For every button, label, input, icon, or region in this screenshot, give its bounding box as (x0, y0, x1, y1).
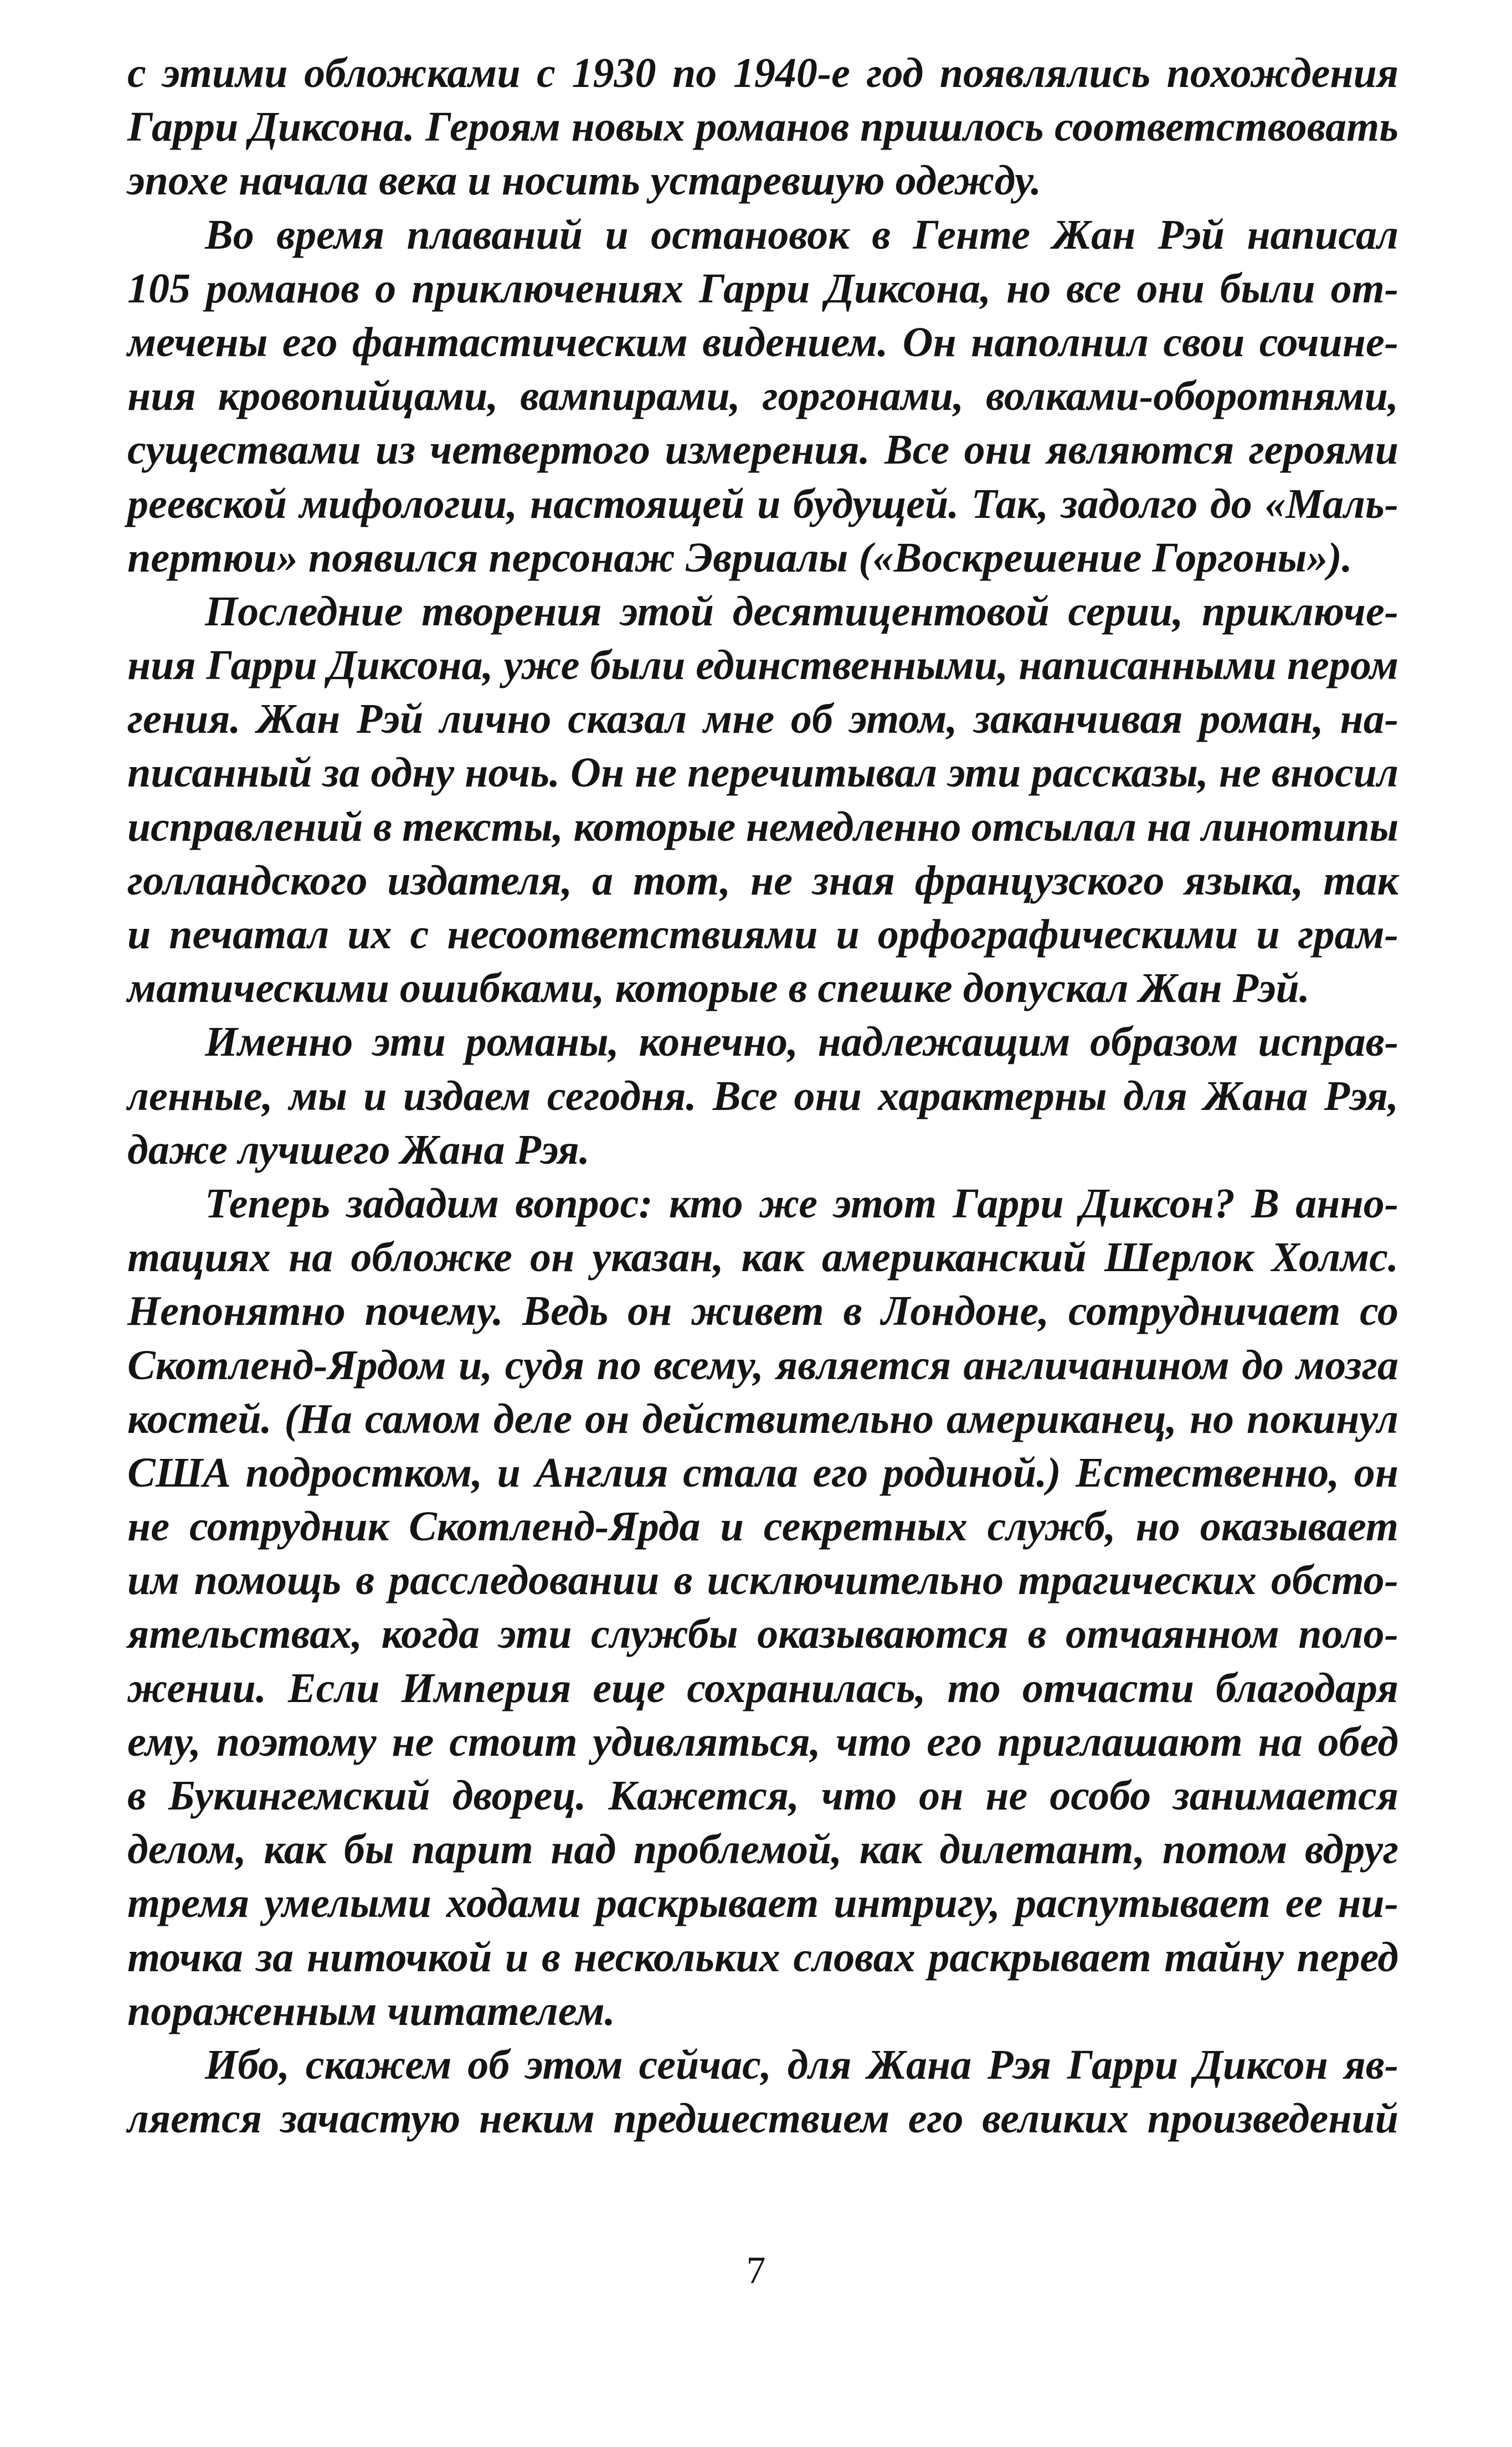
text-line: Теперь зададим вопрос: кто же этот Гарри Диксон? В анно- (205, 1180, 1398, 1227)
text-line: Гарри Диксона. Героям новых романов пришлось соответствовать (127, 104, 1398, 151)
page-number: 7 (746, 2249, 766, 2292)
text-line: ему, поэтому не стоит удивляться, что его приглашают на обед (127, 1718, 1398, 1765)
text-line: мечены его фантастическим видением. Он наполнил свои сочине- (127, 318, 1398, 366)
text-line: ленные, мы и издаем сегодня. Все они характерны для Жана Рэя, (127, 1072, 1398, 1119)
text-line: и печатал их с несоответствиями и орфографическими и грам- (127, 911, 1398, 958)
text-line: с этими обложками с 1930 по 1940-е год появлялись похождения (127, 50, 1398, 96)
text-line: тремя умелыми ходами раскрывает интригу, распутывает ее ни- (127, 1880, 1398, 1927)
paragraph (127, 1015, 1398, 1177)
paragraph (127, 585, 1398, 1016)
text-line: Во время плаваний и остановок в Генте Жан Рэй написал (205, 211, 1398, 258)
text-line: гения. Жан Рэй лично сказал мне об этом, заканчивая роман, на- (127, 696, 1398, 743)
text-line: ния Гарри Диксона, уже были единственными, написанными пером (127, 642, 1398, 689)
text-line: реевской мифологии, настоящей и будущей. Так, задолго до «Маль- (127, 480, 1398, 527)
text-line: ляется зачастую неким предшествием его великих произведений (127, 2095, 1398, 2142)
text-line: тациях на обложке он указан, как американский Шерлок Холмс. (127, 1234, 1398, 1281)
text-line: делом, как бы парит над проблемой, как дилетант, потом вдруг (127, 1826, 1398, 1873)
text-line: голландского издателя, а тот, не зная французского языка, так (127, 857, 1398, 904)
paragraph (127, 1177, 1398, 2038)
text-line: не сотрудник Скотленд-Ярда и секретных служб, но оказывает (127, 1503, 1398, 1550)
text-line: ния кровопийцами, вампирами, горгонами, волками-оборотнями, (127, 373, 1398, 420)
text-line: пертюи» появился персонаж Эвриалы («Воскрешение Горгоны»). (127, 534, 1352, 581)
body-text (127, 47, 1398, 2146)
text-line: США подростком, и Англия стала его родиной.) Естественно, он (127, 1449, 1398, 1496)
text-line: ятельствах, когда эти службы оказываются в отчаянном поло- (127, 1611, 1398, 1658)
text-line: в Букингемский дворец. Кажется, что он не особо занимается (127, 1772, 1398, 1819)
paragraph (127, 2038, 1398, 2146)
text-line: даже лучшего Жана Рэя. (127, 1126, 590, 1173)
text-line: Непонятно почему. Ведь он живет в Лондоне, сотрудничает со (127, 1288, 1398, 1335)
text-line: матическими ошибками, которые в спешке допускал Жан Рэй. (127, 965, 1310, 1012)
paragraph (127, 47, 1398, 208)
text-line: Последние творения этой десятицентовой серии, приключе- (205, 588, 1398, 635)
text-line: пораженным читателем. (127, 1987, 615, 2034)
paragraph (127, 208, 1398, 585)
text-line: исправлений в тексты, которые немедленно отсылал на линотипы (127, 803, 1398, 850)
text-line: жении. Если Империя еще сохранилась, то отчасти благодаря (127, 1664, 1398, 1711)
text-line: Именно эти романы, конечно, надлежащим образом исправ- (205, 1019, 1398, 1066)
text-line: им помощь в расследовании в исключительно трагических обсто- (127, 1557, 1398, 1604)
text-line: 105 романов о приключениях Гарри Диксона, но все они были от- (127, 265, 1398, 312)
text-line: существами из четвертого измерения. Все они являются героями (127, 426, 1398, 474)
text-line: Ибо, скажем об этом сейчас, для Жана Рэя Гарри Диксон яв- (205, 2041, 1398, 2088)
text-line: писанный за одну ночь. Он не перечитывал эти рассказы, не вносил (127, 749, 1398, 796)
text-line: костей. (На самом деле он действительно американец, но покинул (127, 1395, 1398, 1442)
text-line: эпохе начала века и носить устаревшую одежду. (127, 157, 1042, 204)
text-line: Скотленд-Ярдом и, судя по всему, является англичанином до мозга (127, 1341, 1398, 1389)
text-line: точка за ниточкой и в нескольких словах раскрывает тайну перед (127, 1934, 1398, 1981)
